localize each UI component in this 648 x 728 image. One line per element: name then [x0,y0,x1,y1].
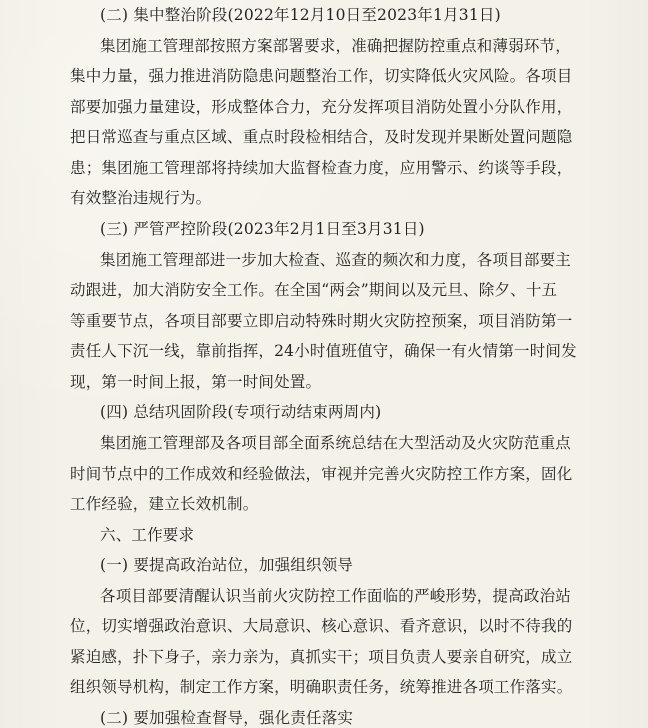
paragraph-line: 把日常巡查与重点区域、重点时段检相结合，及时发现并果断处置问题隐 [70,128,573,147]
paragraph-line: 责任人下沉一线，靠前指挥，24小时值班值守，确保一有火情第一时间发 [70,342,577,361]
paragraph-line: 集中力量，强力推进消防隐患问题整治工作，切实降低火灾风险。各项目 [70,67,573,86]
subsection-heading-political-stance: (一) 要提高政治站位，加强组织领导 [100,556,354,575]
paragraph-line: 现，第一时间上报，第一时间处置。 [70,372,322,391]
section-heading-concentrated-rectification: (二) 集中整治阶段(2022年12月10日至2023年1月31日) [100,6,501,24]
paragraph-line: 各项目部要清醒认识当前火灾防控工作面临的严峻形势，提高政治站 [100,586,572,605]
paragraph-line: 有效整治违规行为。 [70,189,212,208]
paragraph-line: 组织领导机构，制定工作方案，明确职责任务，统筹推进各项工作落实。 [70,678,573,697]
paragraph-line: 集团施工管理部进一步加大检查、巡查的频次和力度，各项目部要主 [100,250,572,269]
paragraph-line: 位，切实增强政治意识、大局意识、核心意识、看齐意识，以时不待我的 [70,617,573,636]
paragraph-line: 紧迫感，扑下身子，亲力亲为，真抓实干；项目负责人要亲自研究，成立 [70,647,573,666]
paragraph-line: 动跟进，加大消防安全工作。在全国“两会”期间以及元旦、除夕、十五 [70,281,558,300]
paragraph-line: 集团施工管理部及各项目部全面系统总结在大型活动及火灾防范重点 [100,433,572,452]
paragraph-line: 等重要节点，各项目部要立即启动特殊时期火灾防控预案，项目消防第一 [70,311,573,330]
section-heading-summary-consolidation: (四) 总结巩固阶段(专项行动结束两周内) [100,403,382,422]
section-heading-work-requirements: 六、工作要求 [100,525,195,544]
section-heading-strict-control: (三) 严管严控阶段(2023年2月1日至3月31日) [100,220,425,238]
paragraph-line: 时间节点中的工作成效和经验做法，审视并完善火灾防控工作方案，固化 [70,464,573,483]
paragraph-line: 患；集团施工管理部将持续加大监督检查力度，应用警示、约谈等手段， [70,158,573,177]
paragraph-line: 工作经验，建立长效机制。 [70,495,259,513]
paragraph-line: 部要加强力量建设，形成整体合力，充分发挥项目消防处置小分队作用， [70,97,573,116]
paragraph-line: 集团施工管理部按照方案部署要求，准确把握防控重点和薄弱环节， [100,36,572,55]
subsection-heading-inspection-supervision: (二) 要加强检查督导，强化责任落实 [100,709,354,727]
